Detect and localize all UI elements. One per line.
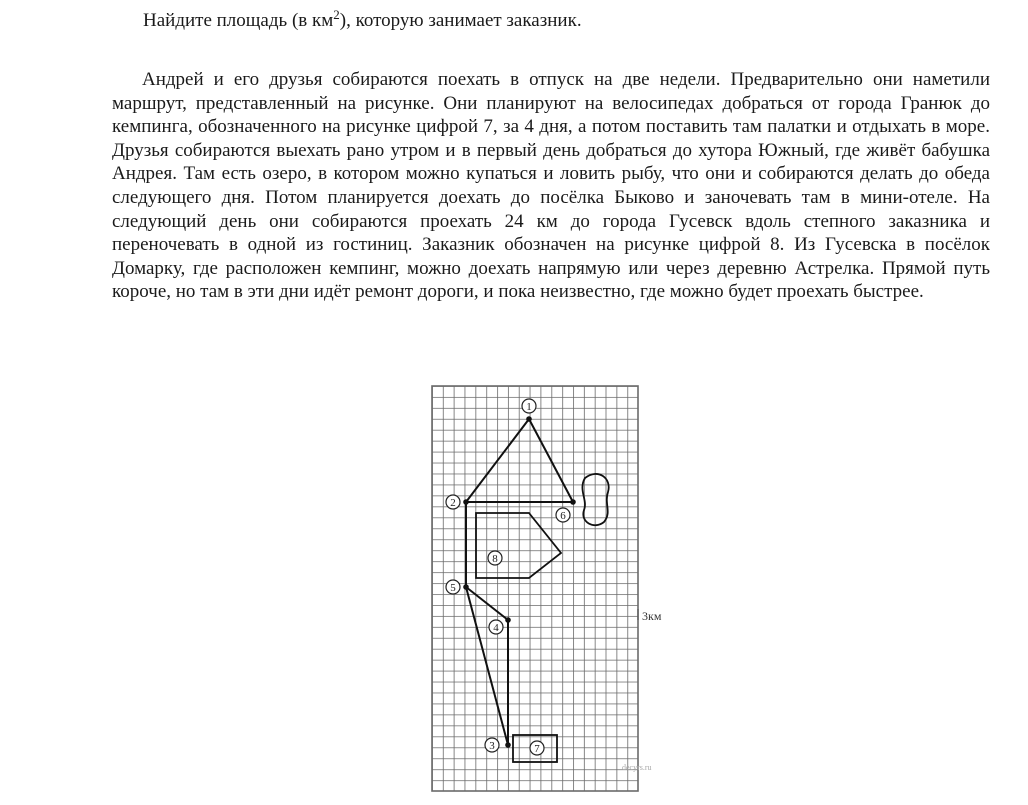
label-2: 2 (450, 497, 456, 509)
route-map (420, 380, 700, 800)
label-4: 4 (493, 622, 499, 634)
point-5-marker (463, 584, 469, 590)
label-8: 8 (492, 553, 498, 565)
watermark: decyrs.ru (622, 763, 652, 772)
problem-paragraph: Андрей и его друзья собираются поехать в отпуск на две недели. Предварительно они наметили маршрут, представленный на рисунке. Они планируют на велосипедах добраться от города Гранюк до кемпинга, обозначенного на рисунке цифрой 7, за 4 дня, а потом поставить там палатки и отдыхать в море. Друзья собираются выехать рано утром и в первый день добраться до хутора Южный, где живёт бабушка Андрея. Там есть озеро, в котором можно купаться и ловить рыбу, что они и собираются делать до обеда следующего дня. Потом планируется доехать до посёлка Быково и заночевать там в мини-отеле. На следующий день они собираются проехать 24 км до города Гусевск вдоль степного заказника и переночевать в одной из гостиниц. Заказник обозначен на рисунке цифрой 8. Из Гусевска в посёлок Домарку, где расположен кемпинг, можно доехать напрямую или через деревню Астрелка. Прямой путь короче, но там в эти дни идёт ремонт дороги, и пока неизвестно, где можно будет проехать быстрее. (112, 69, 990, 303)
question-suffix: ), которую занимает заказник. (339, 10, 582, 31)
label-6: 6 (560, 510, 566, 522)
scale-marker (638, 609, 662, 623)
question-prefix: Найдите площадь (в км (143, 10, 334, 31)
point-2-marker (463, 499, 469, 505)
point-6-marker (570, 499, 576, 505)
label-1: 1 (526, 401, 532, 413)
scale-label: 3км (642, 609, 662, 623)
point-3-marker (505, 742, 511, 748)
label-5: 5 (450, 582, 456, 594)
label-7: 7 (534, 743, 540, 755)
point-4-marker (505, 617, 511, 623)
map-grid (432, 386, 638, 791)
question-superscript: 2 (333, 7, 340, 22)
question-text (143, 2, 582, 34)
label-3: 3 (489, 740, 495, 752)
point-1-marker (526, 416, 532, 422)
